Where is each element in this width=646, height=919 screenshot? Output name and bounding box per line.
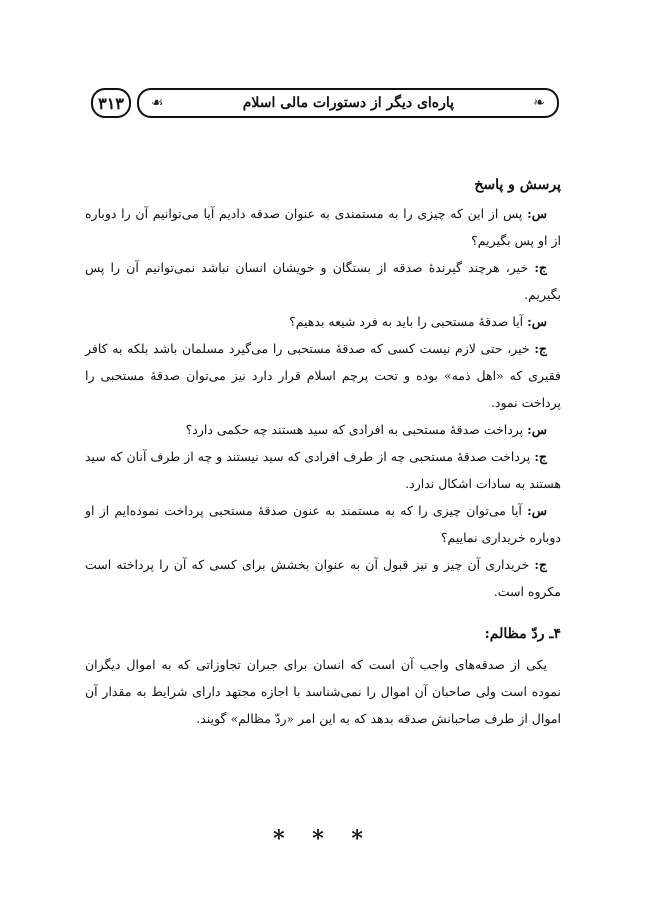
qa-text: خیر، هرچند گیرندهٔ صدقه از بستگان و خویشان انسان نباشد نمی‌توانیم آن را پس بگیریم. [85, 260, 561, 302]
running-title-box [137, 88, 559, 118]
page-header [91, 86, 559, 120]
qa-text: خریداری آن چیز و نیز قبول آن به عنوان بخشش برای کسی که آن را پرداخته است مکروه است. [85, 557, 561, 599]
qa-item [85, 443, 561, 497]
qa-item [85, 200, 561, 254]
qa-label: س: [527, 503, 547, 518]
qa-item [85, 254, 561, 308]
qa-item [85, 416, 561, 443]
qa-text: آیا می‌توان چیزی را که به مستمند به عنون صدقهٔ مستحبی پرداخت نموده‌ایم از او دوباره خریداری نماییم؟ [85, 503, 561, 545]
qa-item [85, 335, 561, 416]
end-marker: * * * [273, 826, 373, 852]
ornament-right-icon: ❧ [533, 95, 545, 111]
qa-label: ج: [534, 557, 547, 572]
qa-text: پرداخت صدقهٔ مستحبی چه از طرف افرادی که سید نیستند و چه از طرف آنان که سید هستند به سادات اشکال ندارد. [85, 449, 561, 491]
qa-heading: پرسش و پاسخ [474, 177, 561, 193]
qa-text: خیر، حتی لازم نیست کسی که صدقهٔ مستحبی را می‌گیرد مسلمان باشد بلکه به کافر فقیری که «اهل ذمه» بوده و تحت پرچم اسلام قرار دارد نیز می‌توان صدقهٔ مستحبی را پرداخت نمود. [85, 341, 561, 410]
qa-item [85, 497, 561, 551]
page-body [85, 170, 561, 732]
qa-text: پس از این که چیزی را به مستمندی به عنوان صدقه دادیم آیا می‌توانیم آن را دوباره از او پس بگیریم؟ [85, 206, 561, 248]
section-heading: ۴ـ ردّ مظالم: [484, 626, 561, 642]
qa-label: ج: [534, 260, 547, 275]
qa-label: ج: [534, 341, 547, 356]
qa-item [85, 551, 561, 605]
qa-label: س: [527, 422, 547, 437]
ornament-left-icon: ☙ [151, 95, 164, 111]
qa-text: آیا صدقهٔ مستحبی را باید به فرد شیعه بدهیم؟ [289, 314, 528, 329]
qa-label: ج: [534, 449, 547, 464]
qa-text: پرداخت صدقهٔ مستحبی به افرادی که سید هستند چه حکمی دارد؟ [185, 422, 528, 437]
qa-label: س: [527, 314, 547, 329]
qa-label: س: [527, 206, 547, 221]
qa-item [85, 308, 561, 335]
running-title: پاره‌ای دیگر از دستورات مالی اسلام [242, 95, 455, 111]
page-number: ۳۱۳ [91, 88, 131, 118]
section-paragraph: یکی از صدقه‌های واجب آن است که انسان برای جبران تجاوزاتی که به اموال دیگران نموده است ولی صاحبان آن اموال را نمی‌شناسد با اجازه مجتهد دارای شرایط به مقدار آن اموال از طرف صاحبانش صدقه بدهد که به این امر «ردّ مظالم» گویند. [85, 657, 561, 726]
